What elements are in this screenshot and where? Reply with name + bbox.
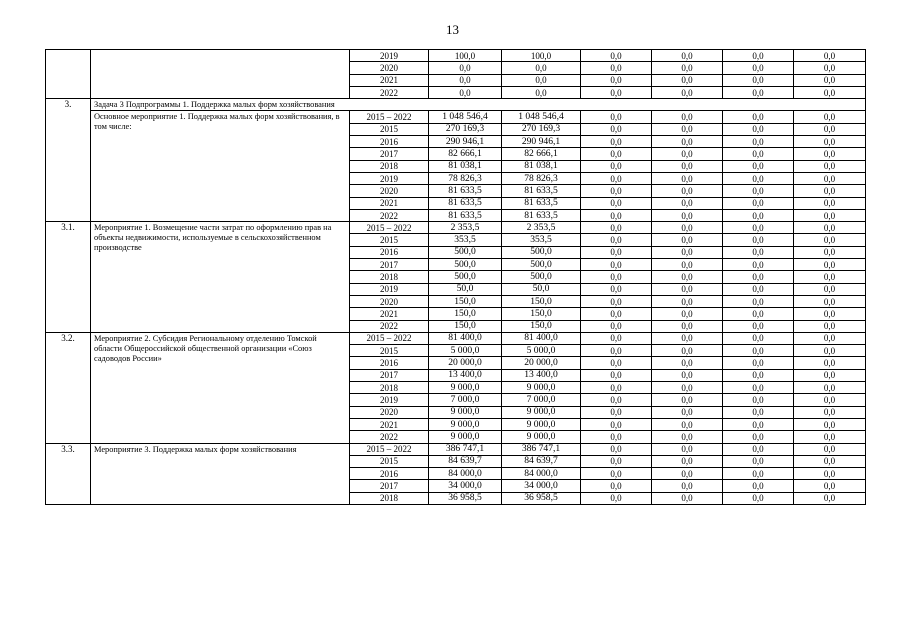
funding-cell: 0,0	[581, 246, 652, 258]
funding-cell: 0,0	[794, 468, 866, 480]
event-name-cell: Мероприятие 2. Субсидия Региональному отделению Томской области Общероссийской общественной организации «Союз садоводов России»	[91, 332, 350, 443]
funding-cell: 500,0	[502, 271, 581, 283]
year-cell: 2020	[350, 406, 429, 418]
total-cell: 84 000,0	[429, 468, 502, 480]
funding-cell: 0,0	[652, 357, 723, 369]
funding-cell: 0,0	[652, 332, 723, 344]
year-cell: 2016	[350, 468, 429, 480]
funding-cell: 0,0	[794, 418, 866, 430]
total-cell: 7 000,0	[429, 394, 502, 406]
year-cell: 2016	[350, 357, 429, 369]
funding-cell: 0,0	[794, 443, 866, 455]
funding-cell: 0,0	[652, 136, 723, 148]
year-cell: 2018	[350, 271, 429, 283]
funding-cell: 0,0	[794, 172, 866, 184]
funding-cell: 0,0	[652, 222, 723, 234]
task-number-cell: 3.	[46, 99, 91, 222]
year-cell: 2019	[350, 172, 429, 184]
funding-cell: 0,0	[581, 382, 652, 394]
year-cell: 2017	[350, 148, 429, 160]
total-cell: 81 633,5	[429, 197, 502, 209]
total-cell: 1 048 546,4	[429, 111, 502, 123]
year-cell: 2017	[350, 480, 429, 492]
funding-cell: 0,0	[502, 74, 581, 86]
funding-cell: 0,0	[652, 308, 723, 320]
funding-cell: 0,0	[723, 259, 794, 271]
funding-cell: 0,0	[581, 222, 652, 234]
funding-cell: 0,0	[581, 172, 652, 184]
funding-cell: 9 000,0	[502, 406, 581, 418]
funding-cell: 0,0	[723, 50, 794, 62]
funding-cell: 0,0	[581, 332, 652, 344]
funding-cell: 0,0	[723, 369, 794, 381]
year-cell: 2022	[350, 320, 429, 332]
funding-cell: 36 958,5	[502, 492, 581, 504]
funding-cell: 0,0	[581, 455, 652, 467]
funding-cell: 0,0	[794, 148, 866, 160]
funding-cell: 0,0	[723, 234, 794, 246]
total-cell: 81 633,5	[429, 209, 502, 221]
funding-cell: 0,0	[794, 234, 866, 246]
table-row	[46, 222, 866, 234]
funding-cell: 0,0	[794, 480, 866, 492]
funding-cell: 9 000,0	[502, 418, 581, 430]
funding-cell: 0,0	[723, 148, 794, 160]
funding-cell: 0,0	[581, 283, 652, 295]
year-cell: 2015	[350, 234, 429, 246]
funding-cell: 0,0	[581, 308, 652, 320]
funding-cell: 0,0	[652, 111, 723, 123]
funding-cell: 0,0	[652, 443, 723, 455]
year-cell: 2019	[350, 283, 429, 295]
funding-cell: 0,0	[794, 111, 866, 123]
year-cell: 2015 – 2022	[350, 332, 429, 344]
funding-cell: 0,0	[723, 222, 794, 234]
funding-cell: 0,0	[652, 209, 723, 221]
funding-cell: 0,0	[723, 394, 794, 406]
year-cell: 2019	[350, 50, 429, 62]
funding-cell: 0,0	[723, 443, 794, 455]
total-cell: 9 000,0	[429, 431, 502, 443]
funding-cell: 0,0	[581, 394, 652, 406]
funding-cell: 0,0	[581, 480, 652, 492]
funding-cell: 0,0	[652, 455, 723, 467]
year-cell: 2016	[350, 246, 429, 258]
task-row	[46, 99, 866, 111]
funding-cell: 0,0	[723, 172, 794, 184]
funding-cell: 0,0	[794, 492, 866, 504]
funding-cell: 0,0	[652, 283, 723, 295]
budget-table-body	[46, 50, 866, 505]
funding-cell: 0,0	[652, 418, 723, 430]
year-cell: 2015	[350, 123, 429, 135]
total-cell: 150,0	[429, 320, 502, 332]
funding-cell: 0,0	[723, 320, 794, 332]
funding-cell: 81 633,5	[502, 197, 581, 209]
funding-cell: 9 000,0	[502, 431, 581, 443]
funding-cell: 0,0	[723, 468, 794, 480]
funding-cell: 0,0	[652, 123, 723, 135]
funding-cell: 270 169,3	[502, 123, 581, 135]
funding-cell: 0,0	[794, 185, 866, 197]
funding-cell: 0,0	[652, 394, 723, 406]
funding-cell: 0,0	[652, 86, 723, 98]
year-cell: 2018	[350, 382, 429, 394]
funding-cell: 0,0	[652, 468, 723, 480]
funding-cell: 0,0	[723, 308, 794, 320]
funding-cell: 0,0	[652, 406, 723, 418]
funding-cell: 0,0	[652, 295, 723, 307]
funding-cell: 0,0	[723, 74, 794, 86]
funding-cell: 0,0	[723, 418, 794, 430]
total-cell: 150,0	[429, 308, 502, 320]
funding-cell: 500,0	[502, 246, 581, 258]
funding-cell: 0,0	[794, 160, 866, 172]
funding-cell: 500,0	[502, 259, 581, 271]
funding-cell: 0,0	[723, 283, 794, 295]
funding-cell: 0,0	[652, 259, 723, 271]
funding-cell: 81 633,5	[502, 209, 581, 221]
funding-cell: 150,0	[502, 320, 581, 332]
funding-cell: 0,0	[581, 185, 652, 197]
funding-cell: 0,0	[723, 332, 794, 344]
funding-cell: 0,0	[652, 234, 723, 246]
funding-cell: 0,0	[581, 295, 652, 307]
funding-cell: 0,0	[723, 382, 794, 394]
funding-cell: 0,0	[581, 259, 652, 271]
funding-cell: 0,0	[723, 357, 794, 369]
total-cell: 81 400,0	[429, 332, 502, 344]
total-cell: 100,0	[429, 50, 502, 62]
funding-cell: 386 747,1	[502, 443, 581, 455]
funding-cell: 0,0	[581, 320, 652, 332]
total-cell: 0,0	[429, 86, 502, 98]
row-number-cell: 3.2.	[46, 332, 91, 443]
funding-cell: 0,0	[652, 320, 723, 332]
funding-cell: 20 000,0	[502, 357, 581, 369]
funding-cell: 0,0	[652, 50, 723, 62]
funding-cell: 2 353,5	[502, 222, 581, 234]
year-cell: 2015	[350, 455, 429, 467]
funding-cell: 0,0	[794, 320, 866, 332]
funding-cell: 0,0	[652, 74, 723, 86]
funding-cell: 0,0	[794, 222, 866, 234]
task-title-cell: Задача 3 Подпрограммы 1. Поддержка малых форм хозяйствования	[91, 99, 866, 111]
total-cell: 150,0	[429, 295, 502, 307]
funding-cell: 0,0	[794, 123, 866, 135]
total-cell: 5 000,0	[429, 345, 502, 357]
funding-cell: 50,0	[502, 283, 581, 295]
funding-cell: 1 048 546,4	[502, 111, 581, 123]
year-cell: 2021	[350, 308, 429, 320]
year-cell: 2017	[350, 369, 429, 381]
funding-cell: 0,0	[723, 185, 794, 197]
funding-cell: 150,0	[502, 295, 581, 307]
event-name-cell	[91, 50, 350, 99]
funding-cell: 100,0	[502, 50, 581, 62]
funding-cell: 81 633,5	[502, 185, 581, 197]
total-cell: 500,0	[429, 259, 502, 271]
total-cell: 84 639,7	[429, 455, 502, 467]
total-cell: 13 400,0	[429, 369, 502, 381]
funding-cell: 5 000,0	[502, 345, 581, 357]
funding-cell: 0,0	[794, 308, 866, 320]
total-cell: 20 000,0	[429, 357, 502, 369]
funding-cell: 0,0	[652, 246, 723, 258]
total-cell: 78 826,3	[429, 172, 502, 184]
funding-cell: 0,0	[652, 431, 723, 443]
funding-cell: 0,0	[723, 197, 794, 209]
funding-cell: 0,0	[723, 160, 794, 172]
table-row	[46, 332, 866, 344]
funding-cell: 34 000,0	[502, 480, 581, 492]
year-cell: 2020	[350, 295, 429, 307]
total-cell: 9 000,0	[429, 406, 502, 418]
funding-cell: 0,0	[723, 431, 794, 443]
year-cell: 2017	[350, 259, 429, 271]
funding-cell: 0,0	[723, 271, 794, 283]
funding-cell: 0,0	[652, 197, 723, 209]
funding-cell: 0,0	[794, 209, 866, 221]
funding-cell: 0,0	[794, 197, 866, 209]
funding-cell: 0,0	[581, 418, 652, 430]
funding-cell: 0,0	[794, 74, 866, 86]
funding-cell: 0,0	[723, 345, 794, 357]
funding-cell: 0,0	[794, 246, 866, 258]
funding-cell: 0,0	[794, 283, 866, 295]
funding-cell: 0,0	[794, 259, 866, 271]
funding-cell: 0,0	[723, 295, 794, 307]
year-cell: 2020	[350, 185, 429, 197]
funding-cell: 9 000,0	[502, 382, 581, 394]
year-cell: 2022	[350, 431, 429, 443]
funding-cell: 0,0	[723, 136, 794, 148]
funding-cell: 82 666,1	[502, 148, 581, 160]
year-cell: 2015 – 2022	[350, 443, 429, 455]
funding-cell: 0,0	[794, 431, 866, 443]
funding-cell: 290 946,1	[502, 136, 581, 148]
funding-cell: 0,0	[581, 345, 652, 357]
funding-cell: 0,0	[581, 197, 652, 209]
funding-cell: 0,0	[794, 86, 866, 98]
funding-cell: 0,0	[652, 148, 723, 160]
total-cell: 9 000,0	[429, 418, 502, 430]
funding-cell: 0,0	[581, 111, 652, 123]
funding-cell: 84 000,0	[502, 468, 581, 480]
year-cell: 2022	[350, 86, 429, 98]
funding-cell: 0,0	[581, 86, 652, 98]
funding-cell: 0,0	[723, 209, 794, 221]
funding-cell: 0,0	[794, 455, 866, 467]
funding-cell: 150,0	[502, 308, 581, 320]
funding-cell: 0,0	[652, 271, 723, 283]
total-cell: 2 353,5	[429, 222, 502, 234]
funding-cell: 0,0	[723, 492, 794, 504]
year-cell: 2022	[350, 209, 429, 221]
funding-cell: 0,0	[794, 50, 866, 62]
row-number-cell: 3.3.	[46, 443, 91, 504]
funding-cell: 0,0	[652, 480, 723, 492]
funding-cell: 0,0	[581, 431, 652, 443]
funding-cell: 0,0	[652, 185, 723, 197]
total-cell: 353,5	[429, 234, 502, 246]
year-cell: 2015	[350, 345, 429, 357]
funding-cell: 0,0	[652, 62, 723, 74]
funding-cell: 78 826,3	[502, 172, 581, 184]
year-cell: 2019	[350, 394, 429, 406]
funding-cell: 0,0	[794, 369, 866, 381]
funding-cell: 0,0	[652, 492, 723, 504]
funding-cell: 0,0	[794, 332, 866, 344]
budget-table	[45, 49, 866, 505]
table-row	[46, 111, 866, 123]
total-cell: 36 958,5	[429, 492, 502, 504]
year-cell: 2016	[350, 136, 429, 148]
funding-cell: 0,0	[652, 369, 723, 381]
funding-cell: 0,0	[794, 382, 866, 394]
funding-cell: 0,0	[723, 455, 794, 467]
funding-cell: 0,0	[502, 86, 581, 98]
total-cell: 9 000,0	[429, 382, 502, 394]
total-cell: 386 747,1	[429, 443, 502, 455]
funding-cell: 0,0	[581, 468, 652, 480]
funding-cell: 0,0	[502, 62, 581, 74]
funding-cell: 0,0	[581, 234, 652, 246]
total-cell: 81 038,1	[429, 160, 502, 172]
total-cell: 500,0	[429, 271, 502, 283]
funding-cell: 0,0	[723, 111, 794, 123]
year-cell: 2015 – 2022	[350, 111, 429, 123]
year-cell: 2021	[350, 418, 429, 430]
funding-cell: 0,0	[794, 357, 866, 369]
funding-cell: 0,0	[723, 123, 794, 135]
funding-cell: 0,0	[652, 172, 723, 184]
funding-cell: 0,0	[581, 443, 652, 455]
funding-cell: 0,0	[581, 357, 652, 369]
funding-cell: 0,0	[581, 406, 652, 418]
funding-cell: 0,0	[581, 62, 652, 74]
funding-cell: 0,0	[794, 136, 866, 148]
total-cell: 500,0	[429, 246, 502, 258]
page-number: 13	[446, 22, 459, 37]
year-cell: 2020	[350, 62, 429, 74]
row-number-cell	[46, 50, 91, 99]
year-cell: 2018	[350, 492, 429, 504]
funding-cell: 81 038,1	[502, 160, 581, 172]
funding-cell: 0,0	[794, 394, 866, 406]
funding-cell: 0,0	[723, 480, 794, 492]
funding-cell: 0,0	[652, 382, 723, 394]
total-cell: 81 633,5	[429, 185, 502, 197]
funding-cell: 81 400,0	[502, 332, 581, 344]
total-cell: 50,0	[429, 283, 502, 295]
funding-cell: 0,0	[581, 271, 652, 283]
event-name-cell: Основное мероприятие 1. Поддержка малых форм хозяйствования, в том числе:	[91, 111, 350, 222]
year-cell: 2021	[350, 74, 429, 86]
total-cell: 290 946,1	[429, 136, 502, 148]
funding-cell: 0,0	[581, 369, 652, 381]
funding-cell: 0,0	[723, 86, 794, 98]
year-cell: 2018	[350, 160, 429, 172]
row-number-cell: 3.1.	[46, 222, 91, 333]
funding-cell: 0,0	[581, 492, 652, 504]
year-cell: 2021	[350, 197, 429, 209]
table-row	[46, 50, 866, 62]
funding-cell: 7 000,0	[502, 394, 581, 406]
funding-cell: 0,0	[794, 62, 866, 74]
funding-cell: 0,0	[581, 74, 652, 86]
funding-cell: 0,0	[794, 406, 866, 418]
funding-cell: 0,0	[581, 209, 652, 221]
event-name-cell: Мероприятие 1. Возмещение части затрат по оформлению прав на объекты недвижимости, используемые в сельскохозяйственном производстве	[91, 222, 350, 333]
total-cell: 82 666,1	[429, 148, 502, 160]
funding-cell: 0,0	[581, 136, 652, 148]
funding-cell: 0,0	[794, 271, 866, 283]
funding-cell: 0,0	[581, 148, 652, 160]
funding-cell: 0,0	[581, 160, 652, 172]
funding-cell: 13 400,0	[502, 369, 581, 381]
year-cell: 2015 – 2022	[350, 222, 429, 234]
funding-cell: 0,0	[652, 345, 723, 357]
funding-cell: 0,0	[794, 295, 866, 307]
total-cell: 270 169,3	[429, 123, 502, 135]
funding-cell: 0,0	[723, 62, 794, 74]
total-cell: 0,0	[429, 74, 502, 86]
funding-cell: 0,0	[794, 345, 866, 357]
event-name-cell: Мероприятие 3. Поддержка малых форм хозяйствования	[91, 443, 350, 504]
funding-cell: 0,0	[652, 160, 723, 172]
funding-cell: 84 639,7	[502, 455, 581, 467]
total-cell: 0,0	[429, 62, 502, 74]
total-cell: 34 000,0	[429, 480, 502, 492]
table-row	[46, 443, 866, 455]
funding-cell: 353,5	[502, 234, 581, 246]
funding-cell: 0,0	[723, 406, 794, 418]
funding-cell: 0,0	[581, 50, 652, 62]
funding-cell: 0,0	[723, 246, 794, 258]
funding-cell: 0,0	[581, 123, 652, 135]
